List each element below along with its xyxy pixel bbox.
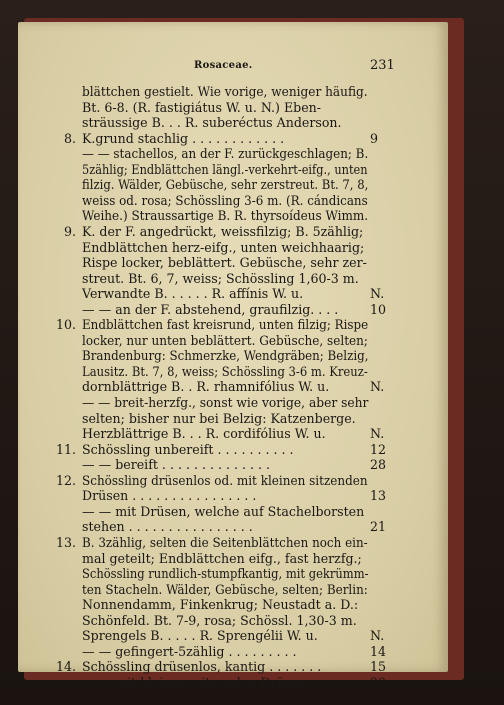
- text-line: [18, 162, 448, 177]
- couplet-number: 14.: [55, 659, 76, 675]
- line-text: Verwandte B. . . . . . R. affínis W. u.: [82, 286, 304, 302]
- lead-reference: 21: [370, 519, 387, 535]
- line-text: Nonnendamm, Finkenkrug; Neustadt a. D.:: [82, 597, 359, 613]
- lead-reference: 28: [370, 457, 387, 473]
- line-text: 5zählig; Endblättchen längl.-verkehrt-eifg., unten: [82, 161, 368, 177]
- line-text: Lausitz. Bt. 7, 8, weiss; Schössling 3-6 m. Kreuz-: [82, 363, 368, 379]
- text-line: [18, 193, 448, 208]
- couplet-number: 9.: [63, 223, 76, 239]
- line-text: sträussige B. . . R. suberéctus Anderson.: [82, 115, 342, 131]
- lead-reference: 12: [370, 441, 387, 457]
- line-text: streut. Bt. 6, 7, weiss; Schössling 1,60-3 m.: [82, 270, 359, 286]
- lead-reference: N.: [370, 426, 385, 442]
- line-text: locker, nur unten beblättert. Gebüsche, selten;: [82, 332, 368, 348]
- line-text: Schössling drüsenlos od. mit kleinen sitzenden: [82, 472, 368, 488]
- couplet-number: 12.: [55, 472, 76, 488]
- text-line: [18, 317, 448, 332]
- couplet-number: 10.: [55, 317, 76, 333]
- text-line: [18, 582, 448, 597]
- text-line: [18, 240, 448, 255]
- line-text: Schössling unbereift . . . . . . . . . .: [82, 441, 294, 457]
- line-text: Herzblättrige B. . . R. cordifólius W. u.: [82, 426, 326, 442]
- line-text: — — breit-herzfg., sonst wie vorige, aber sehr: [82, 395, 369, 410]
- text-line: [18, 84, 448, 99]
- line-text: mal geteilt; Endblättchen eifg., fast herzfg.;: [82, 550, 362, 566]
- line-text: dornblättrige B. . R. rhamnifólius W. u.: [82, 379, 330, 395]
- line-text: — — stachellos, an der F. zurückgeschlagen; B.: [82, 146, 369, 162]
- line-text: ten Stacheln. Wälder, Gebüsche, selten; Berlin:: [82, 581, 368, 597]
- text-line: [18, 100, 448, 115]
- line-text: Schössling drüsenlos, kantig . . . . . . .: [82, 659, 322, 675]
- text-line: [18, 628, 448, 643]
- text-line: [18, 442, 448, 457]
- line-text: K.grund stachlig . . . . . . . . . . . .: [82, 130, 285, 146]
- running-head: Rosaceae.: [194, 60, 253, 71]
- text-line: [18, 504, 448, 519]
- lead-reference: 14: [370, 643, 387, 659]
- text-line: [18, 302, 448, 317]
- text-line: [18, 613, 448, 628]
- lead-reference: 9: [370, 130, 379, 146]
- text-line: [18, 364, 448, 379]
- line-text: filzig. Wälder, Gebüsche, sehr zerstreut. Bt. 7, 8,: [82, 177, 369, 193]
- line-text: Weihe.) Straussartige B. R. thyrsoídeus Wimm.: [82, 208, 369, 224]
- couplet-number: 11.: [55, 441, 76, 457]
- line-text: — — bereift . . . . . . . . . . . . . .: [82, 457, 271, 473]
- page-number: 231: [370, 58, 395, 73]
- text-line: [18, 535, 448, 550]
- line-text: selten; bisher nur bei Belzig: Katzenberge.: [82, 410, 356, 426]
- text-line: [18, 519, 448, 534]
- line-text: Brandenburg: Schmerzke, Wendgräben; Belzig,: [82, 348, 369, 364]
- line-text: Rispe locker, beblättert. Gebüsche, sehr zer-: [82, 255, 367, 271]
- text-line: [18, 675, 448, 690]
- line-text: Drüsen . . . . . . . . . . . . . . . .: [82, 488, 257, 504]
- line-text: Schössling rundlich-stumpfkantig, mit gekrümm-: [82, 566, 369, 582]
- text-line: [18, 473, 448, 488]
- text-line: [18, 488, 448, 503]
- text-line: [18, 644, 448, 659]
- line-text: — — gefingert-5zählig . . . . . . . . .: [82, 643, 297, 659]
- lead-reference: N.: [370, 286, 385, 302]
- couplet-number: 13.: [55, 534, 76, 550]
- line-text: weiss od. rosa; Schössling 3-6 m. (R. cándicans: [82, 192, 368, 208]
- line-text: Sprengels B. . . . . R. Sprengélii W. u.: [82, 628, 318, 644]
- couplet-number: 8.: [63, 130, 76, 146]
- lead-reference: 13: [370, 488, 387, 504]
- text-line: [18, 379, 448, 394]
- text-line: [18, 131, 448, 146]
- text-line: [18, 348, 448, 363]
- line-text: Bt. 6-8. (R. fastigiátus W. u. N.) Eben-: [82, 99, 322, 115]
- text-line: [18, 224, 448, 239]
- book-page: [18, 22, 448, 690]
- lead-reference: 15: [370, 659, 387, 675]
- text-line: [18, 146, 448, 161]
- text-line: [18, 659, 448, 674]
- line-text: — — mit kleinen, sitzenden Drüsen . . . .: [82, 674, 339, 690]
- line-text: B. 3zählig, selten die Seitenblättchen noch ein-: [82, 534, 368, 550]
- line-text: — — mit Drüsen, welche auf Stachelborsten: [82, 503, 365, 519]
- text-line: [18, 426, 448, 441]
- text-line: [18, 286, 448, 301]
- text-line: [18, 457, 448, 472]
- lead-reference: 20: [370, 674, 387, 690]
- page-header: [18, 58, 448, 76]
- line-text: K. der F. angedrückt, weissfilzig; B. 5zählig;: [82, 223, 364, 239]
- text-line: [18, 597, 448, 612]
- line-text: Endblättchen herz-eifg., unten weichhaarig;: [82, 239, 365, 255]
- lead-reference: 10: [370, 301, 387, 317]
- line-text: blättchen gestielt. Wie vorige, weniger häufig.: [82, 84, 368, 99]
- text-line: [18, 255, 448, 270]
- text-line: [18, 115, 448, 130]
- line-text: stehen . . . . . . . . . . . . . . . .: [82, 519, 253, 535]
- text-line: [18, 177, 448, 192]
- lead-reference: N.: [370, 628, 385, 644]
- line-text: Schönfeld. Bt. 7-9, rosa; Schössl. 1,30-3 m.: [82, 612, 357, 628]
- text-line: [18, 411, 448, 426]
- line-text: Endblättchen fast kreisrund, unten filzig; Rispe: [82, 317, 369, 333]
- text-line: [18, 208, 448, 223]
- line-text: — — an der F. abstehend, graufilzig. . . .: [82, 301, 339, 317]
- text-line: [18, 333, 448, 348]
- text-line: [18, 271, 448, 286]
- text-line: [18, 395, 448, 410]
- lead-reference: N.: [370, 379, 385, 395]
- text-line: [18, 566, 448, 581]
- text-line: [18, 551, 448, 566]
